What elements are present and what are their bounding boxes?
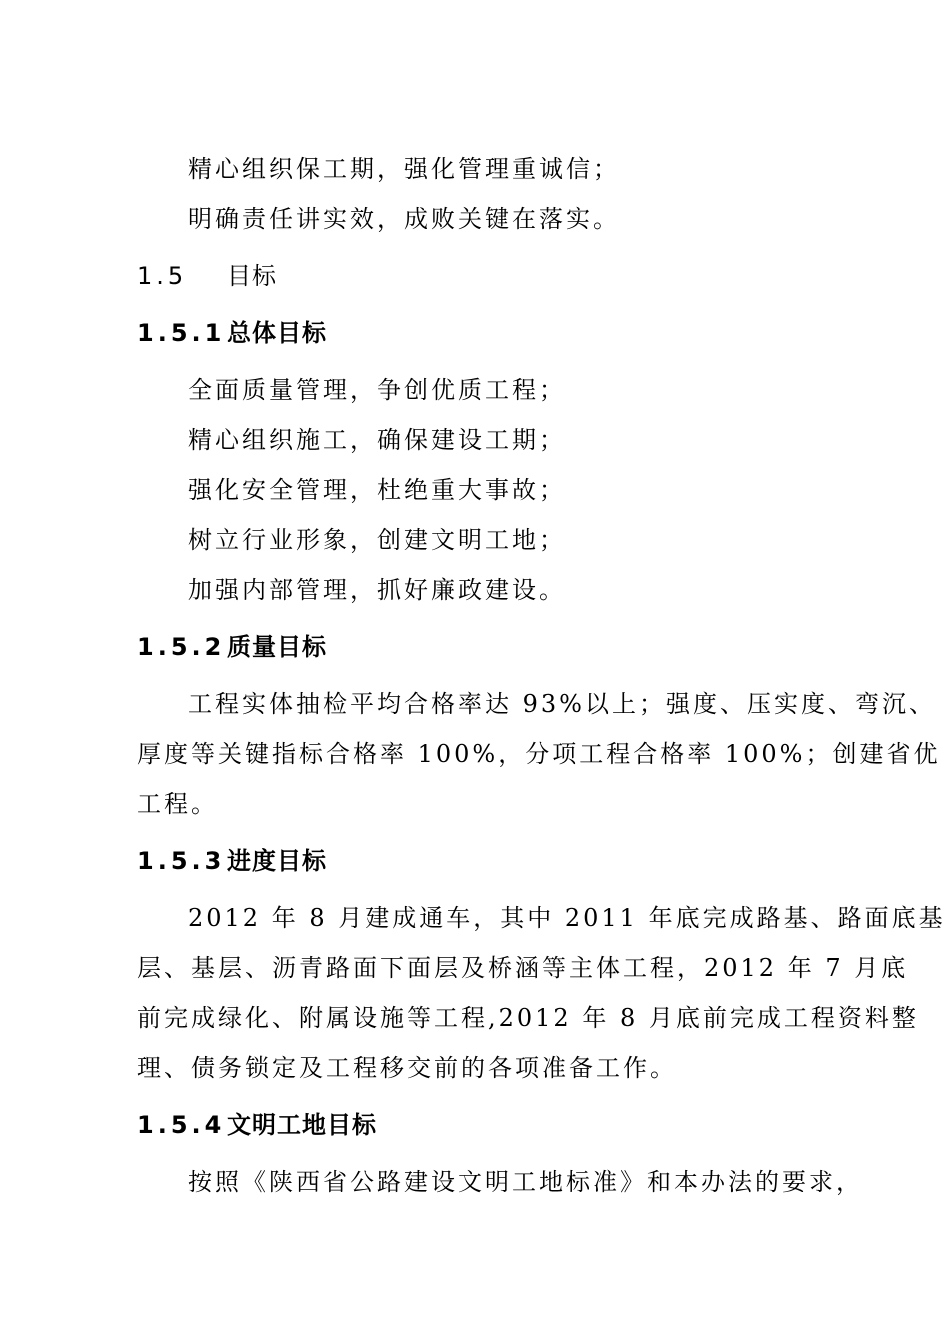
subsection-number: 1.5.2 [137,633,226,661]
subsection-title: 文明工地目标 [227,1111,377,1139]
subsection-heading-schedule [0,845,950,877]
subsection-heading-quality [0,631,950,663]
overall-goal-item: 树立行业形象，创建文明工地； [188,526,566,554]
schedule-paragraph-line: 2012 年 8 月建成通车，其中 2011 年底完成路基、路面底基 [188,904,946,932]
quality-paragraph-line: 工程。 [137,790,218,818]
quality-paragraph-line: 工程实体抽检平均合格率达 93%以上；强度、压实度、弯沉、 [188,690,936,718]
section-number: 1.5 [137,262,188,290]
section-heading [0,260,950,292]
motto-line-2: 明确责任讲实效，成败关键在落实。 [188,205,620,233]
subsection-title: 总体目标 [227,319,327,347]
quality-paragraph-line: 厚度等关键指标合格率 100%，分项工程合格率 100%；创建省优 [137,740,941,768]
section-title: 目标 [227,262,277,290]
overall-goal-item: 加强内部管理，抓好廉政建设。 [188,576,566,604]
subsection-heading-civilized-site [0,1109,950,1141]
subsection-number: 1.5.1 [137,319,226,347]
civilized-site-paragraph-line: 按照《陕西省公路建设文明工地标准》和本办法的要求， [188,1168,863,1196]
overall-goal-item: 强化安全管理，杜绝重大事故； [188,476,566,504]
overall-goal-item: 精心组织施工，确保建设工期； [188,426,566,454]
schedule-paragraph-line: 前完成绿化、附属设施等工程,2012 年 8 月底前完成工程资料整 [137,1004,919,1032]
subsection-number: 1.5.3 [137,847,226,875]
subsection-number: 1.5.4 [137,1111,226,1139]
subsection-title: 进度目标 [227,847,327,875]
schedule-paragraph-line: 层、基层、沥青路面下面层及桥涵等主体工程，2012 年 7 月底 [137,954,909,982]
overall-goal-item: 全面质量管理，争创优质工程； [188,376,566,404]
subsection-title: 质量目标 [227,633,327,661]
motto-line-1: 精心组织保工期，强化管理重诚信； [188,155,620,183]
schedule-paragraph-line: 理、债务锁定及工程移交前的各项准备工作。 [137,1054,677,1082]
subsection-heading-overall [0,317,950,349]
